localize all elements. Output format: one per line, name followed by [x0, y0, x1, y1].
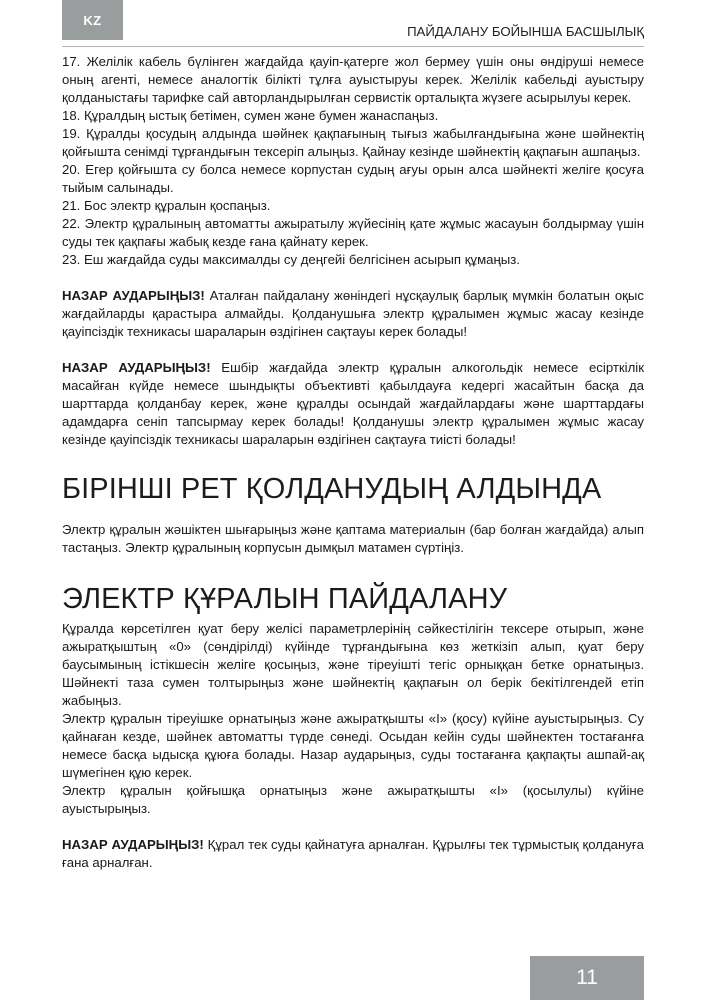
- warning-label: НАЗАР АУДАРЫҢЫЗ!: [62, 360, 211, 375]
- safety-item-20: 20. Егер қойғышта су болса немесе корпустан судың ағуы орын алса шәйнекті желіге қосуға тыйым салынады.: [62, 162, 644, 195]
- usage-paragraph-2: Электр құралын тіреуішке орнатыңыз және ажыратқышты «I» (қосу) күйіне ауыстырыңыз. Су қайнаған кезде, шәйнек автоматты түрде сөнеді. Осыдан кейін суды шәйнектен тостағанға немесе басқа ыдысқа құюға болады. Назар аударыңыз, суды тостағанға қақпақты ашпай-ақ шүмегінен құю керек.: [62, 711, 644, 780]
- safety-item-21: 21. Бос электр құралын қоспаңыз.: [62, 198, 271, 213]
- page-content: [62, 53, 644, 872]
- section-title-usage: ЭЛЕКТР ҚҰРАЛЫН ПАЙДАЛАНУ: [62, 583, 508, 615]
- safety-item-19: 19. Құралды қосудың алдында шәйнек қақпағының тығыз жабылғандығына және шәйнектің қойғышта сенімді тұрғандығын тексеріп алыңыз. Қайнау кезінде шәйнектің қақпағын ашпаңыз.: [62, 126, 644, 159]
- warning-label: НАЗАР АУДАРЫҢЫЗ!: [62, 837, 204, 852]
- language-tag: KZ: [62, 0, 123, 40]
- warning-paragraph-3: [62, 836, 644, 872]
- warning-text: Құрал тек суды қайнатуға арналған. Құрылғы тек тұрмыстық қолдануға ғана арналған.: [62, 837, 644, 870]
- safety-list: [62, 53, 644, 269]
- warning-label: НАЗАР АУДАРЫҢЫЗ!: [62, 288, 205, 303]
- safety-item-22: 22. Электр құралының автоматты ажыратылу жүйесінің қате жұмыс жасауын болдырмау үшін суды тек қақпағы жабық кезде ғана қайнату керек.: [62, 216, 644, 249]
- section-text-before-first-use: Электр құралын жәшіктен шығарыңыз және қаптама материалын (бар болған жағдайда) алып тастаңыз. Электр құралының корпусын дымқыл матамен сүртіңіз.: [62, 522, 644, 555]
- header-title: ПАЙДАЛАНУ БОЙЫНША БАСШЫЛЫҚ: [407, 24, 644, 39]
- warning-text: Ешбір жағдайда электр құралын алкогольдік немесе есірткілік масайған күйде немесе шындықты объективті қабылдауға кедергі жасайтын басқа да шарттарда қолданбау керек, және құралды осындай жағдайлардағы және шарттардағы адамдарға сеніп тапсырмау керек болады! Қолданушы электр құралымен жұмыс жасау кезінде қауіпсіздік техникасы шараларын өздігінен сақтауға тиісті болады!: [62, 360, 645, 447]
- header-divider: [62, 46, 644, 47]
- safety-item-23: 23. Еш жағдайда суды максималды су деңгейі белгісінен асырып құмаңыз.: [62, 252, 520, 267]
- safety-item-18: 18. Құралдың ыстық бетімен, сумен және бумен жанаспаңыз.: [62, 108, 439, 123]
- section-title-before-first-use: БІРІНШІ РЕТ ҚОЛДАНУДЫҢ АЛДЫНДА: [62, 473, 602, 505]
- usage-paragraph-1: Құралда көрсетілген қуат беру желісі параметрлерінің сәйкестілігін тексере отырып, және ажыратқыштың «0» (сөндірілді) күйінде тұрғандығына көз жеткізіп алып, қуат беру баусымының істікшесін желіге қосыңыз, және тіреуішті тегіс орныққан бетке орнатыңыз. Шәйнекті таза сумен толтырыңыз және шәйнектің қақпағын ол берік бекітілгендей етіп жабыңыз.: [62, 621, 644, 708]
- usage-paragraph-3: Электр құралын қойғышқа орнатыңыз және ажыратқышты «I» (қосылулы) күйіне ауыстырыңыз.: [62, 783, 644, 816]
- page-number: 11: [530, 956, 644, 1000]
- warning-paragraph-2: [62, 359, 644, 449]
- safety-item-17: 17. Желілік кабель бүлінген жағдайда қауіп-қатерге жол бермеу үшін оны өндіруші немесе оның агенті, немесе аналогтік білікті тұлға ауыстыруы керек. Желілік кабельді ауыстыру қолданыстағы тарифке сай авторландырылған сервистік орталықта жүзеге асырылуы керек.: [62, 54, 644, 105]
- warning-text: Аталған пайдалану жөніндегі нұсқаулық барлық мүмкін болатын оқыс жағдайларды қарастыра алмайды. Қолданушыға электр құралымен жұмыс жасау кезінде қауіпсіздік техникасы шараларын өздігінен сақтауы керек болады!: [62, 288, 644, 339]
- warning-paragraph-1: [62, 287, 644, 341]
